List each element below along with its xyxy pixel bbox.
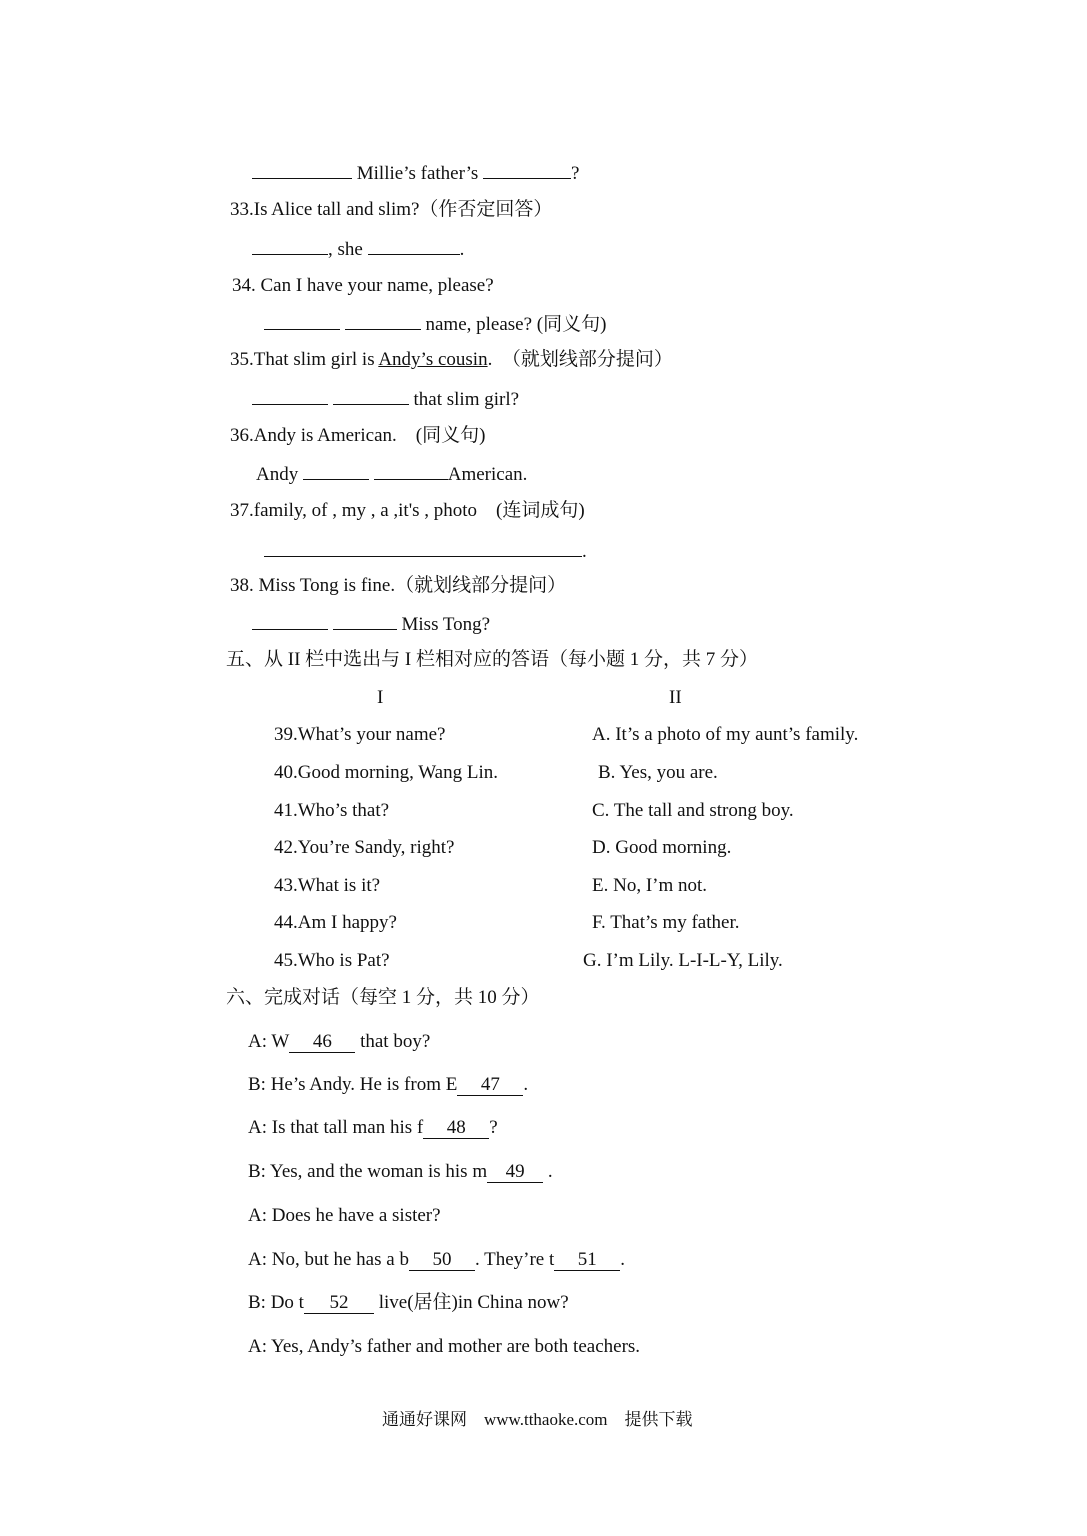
section5-heading: 五、从 II 栏中选出与 I 栏相对应的答语（每小题 1 分，共 7 分） — [226, 649, 758, 670]
dialogue-text: that boy? — [360, 1031, 431, 1052]
dialogue-text: . — [523, 1074, 529, 1095]
q34-answer-line — [264, 311, 606, 337]
blank-51[interactable]: 51 — [554, 1250, 620, 1271]
blank[interactable] — [345, 311, 421, 330]
q37-prompt: 37.family, of , my , a ,it's , photo (连词成句) — [230, 500, 585, 521]
dialogue-text: B: Yes, and the woman is his m — [248, 1161, 488, 1182]
blank-50[interactable]: 50 — [409, 1250, 475, 1271]
q32-answer-end: ? — [571, 163, 580, 184]
match-question: 44.Am I happy? — [274, 912, 397, 933]
dialogue-line — [248, 1073, 528, 1097]
q33-answer-end: . — [459, 239, 465, 260]
page-footer[interactable]: 通通好课网 www.tthaoke.com 提供下载 — [382, 1410, 693, 1429]
blank[interactable] — [264, 311, 340, 330]
q35-answer-line — [252, 386, 519, 412]
dialogue-text: ? — [489, 1117, 498, 1138]
q33-answer-line — [252, 236, 464, 262]
match-answer: E. No, I’m not. — [592, 875, 708, 896]
dialogue-line — [248, 1116, 498, 1140]
blank[interactable] — [252, 611, 328, 630]
q35-answer-tail: that slim girl? — [413, 389, 520, 410]
q37-answer-line — [264, 538, 587, 564]
match-question: 39.What’s your name? — [274, 724, 446, 745]
blank[interactable] — [252, 236, 328, 255]
section6-heading: 六、完成对话（每空 1 分，共 10 分） — [226, 987, 540, 1008]
dialogue-text: A: No, but he has a b — [248, 1249, 409, 1270]
q35-pre: 35.That slim girl is — [230, 349, 375, 370]
q36-answer-start: Andy — [256, 464, 299, 485]
blank[interactable] — [368, 236, 460, 255]
q38-prompt: 38. Miss Tong is fine.（就划线部分提问） — [230, 575, 567, 596]
match-answer: D. Good morning. — [592, 837, 732, 858]
blank[interactable] — [264, 538, 582, 557]
blank[interactable] — [252, 160, 352, 179]
blank-52[interactable]: 52 — [304, 1293, 374, 1314]
blank-46[interactable]: 46 — [289, 1032, 355, 1053]
blank[interactable] — [374, 461, 448, 480]
q35-post: . （就划线部分提问） — [487, 349, 673, 370]
q36-answer-line — [256, 461, 527, 487]
dialogue-text: . — [547, 1161, 553, 1182]
q36-prompt: 36.Andy is American. (同义句) — [230, 425, 486, 446]
match-answer: C. The tall and strong boy. — [592, 800, 794, 821]
blank[interactable] — [333, 386, 409, 405]
column-header-1: I — [377, 687, 384, 708]
q38-answer-tail: Miss Tong? — [401, 614, 491, 635]
blank-49[interactable]: 49 — [487, 1162, 543, 1183]
dialogue-text: live(居住)in China now? — [378, 1292, 569, 1313]
match-answer: B. Yes, you are. — [598, 762, 718, 783]
q35-underlined: Andy’s cousin — [378, 349, 488, 370]
dialogue-text: . They’re t — [474, 1249, 555, 1270]
q33-prompt: 33.Is Alice tall and slim?（作否定回答） — [230, 199, 553, 220]
dialogue-text: . — [620, 1249, 626, 1270]
match-question: 40.Good morning, Wang Lin. — [274, 762, 498, 783]
dialogue-line: A: Yes, Andy’s father and mother are both teachers. — [248, 1336, 641, 1357]
q34-answer-tail: name, please? (同义句) — [425, 314, 607, 335]
match-question: 42.You’re Sandy, right? — [274, 837, 455, 858]
match-question: 41.Who’s that? — [274, 800, 390, 821]
blank-48[interactable]: 48 — [423, 1118, 489, 1139]
blank[interactable] — [303, 461, 369, 480]
q38-answer-line — [252, 611, 490, 637]
dialogue-line — [248, 1030, 430, 1054]
dialogue-line: A: Does he have a sister? — [248, 1205, 441, 1226]
blank[interactable] — [483, 160, 571, 179]
match-question: 45.Who is Pat? — [274, 950, 390, 971]
blank[interactable] — [252, 386, 328, 405]
dialogue-text: A: Is that tall man his f — [248, 1117, 424, 1138]
match-answer: G. I’m Lily. L-I-L-Y, Lily. — [583, 950, 783, 971]
q32-answer-line — [252, 160, 579, 186]
blank-47[interactable]: 47 — [457, 1075, 523, 1096]
q36-answer-end: American. — [447, 464, 528, 485]
q37-answer-end: . — [582, 541, 587, 562]
column-header-2: II — [669, 687, 682, 708]
dialogue-text: B: He’s Andy. He is from E — [248, 1074, 458, 1095]
blank[interactable] — [333, 611, 397, 630]
dialogue-text: A: W — [248, 1031, 290, 1052]
match-question: 43.What is it? — [274, 875, 381, 896]
dialogue-line — [248, 1248, 625, 1272]
q33-answer-mid: , she — [328, 239, 363, 260]
dialogue-text: B: Do t — [248, 1292, 304, 1313]
q34-prompt: 34. Can I have your name, please? — [232, 275, 494, 296]
q32-answer-mid: Millie’s father’s — [356, 163, 479, 184]
q35-prompt — [230, 348, 673, 372]
match-answer: A. It’s a photo of my aunt’s family. — [592, 724, 859, 745]
match-answer: F. That’s my father. — [592, 912, 740, 933]
dialogue-line — [248, 1160, 553, 1184]
dialogue-line — [248, 1291, 569, 1315]
